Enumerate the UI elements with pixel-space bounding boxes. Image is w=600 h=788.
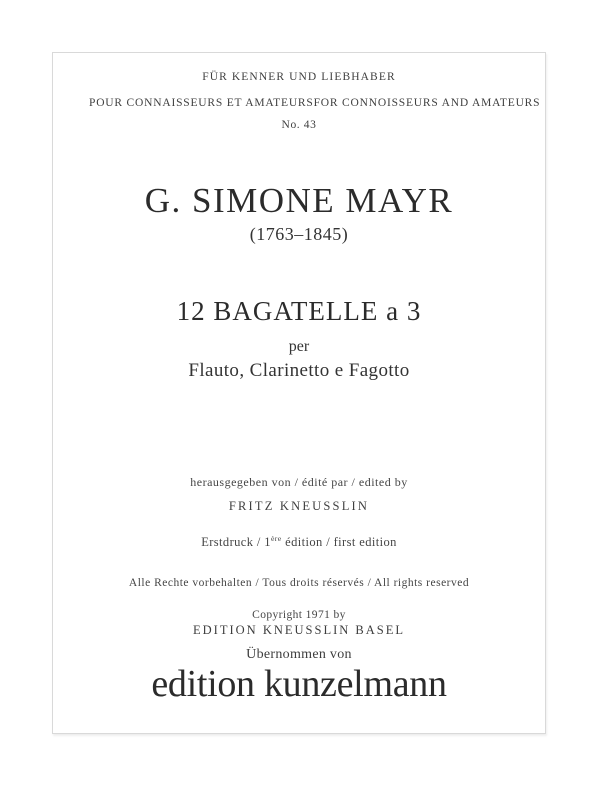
edition-note-prefix: Erstdruck / 1 bbox=[201, 535, 271, 549]
work-preposition: per bbox=[288, 338, 310, 355]
edition-note-superscript: ère bbox=[270, 533, 282, 543]
copyright-holder: EDITION KNEUSSLIN BASEL bbox=[193, 623, 405, 637]
series-title-row bbox=[53, 97, 545, 110]
series-title-english: FOR CONNOISSEURS AND AMATEURS bbox=[313, 97, 541, 109]
edition-note-suffix: édition / first edition bbox=[281, 535, 397, 549]
composer-name: G. SIMONE MAYR bbox=[144, 181, 454, 220]
editor-name: FRITZ KNEUSSLIN bbox=[228, 499, 370, 513]
copyright-line: Copyright 1971 by bbox=[252, 609, 346, 621]
series-number: No. 43 bbox=[281, 119, 317, 131]
editor-credit-line: herausgegeben von / édité par / edited by bbox=[190, 475, 408, 489]
series-title-german: FÜR KENNER UND LIEBHABER bbox=[202, 71, 396, 83]
publisher-logo: edition kunzelmann bbox=[151, 663, 447, 705]
rights-notice: Alle Rechte vorbehalten / Tous droits réservés / All rights reserved bbox=[128, 577, 470, 589]
score-cover-page bbox=[52, 52, 546, 734]
work-instrumentation: Flauto, Clarinetto e Fagotto bbox=[188, 360, 410, 381]
series-title-french: POUR CONNAISSEURS ET AMATEURS bbox=[89, 97, 314, 109]
transfer-note: Übernommen von bbox=[246, 647, 352, 662]
edition-note bbox=[53, 535, 545, 549]
work-title: 12 BAGATELLE a 3 bbox=[176, 296, 422, 326]
composer-dates: (1763–1845) bbox=[249, 224, 349, 244]
